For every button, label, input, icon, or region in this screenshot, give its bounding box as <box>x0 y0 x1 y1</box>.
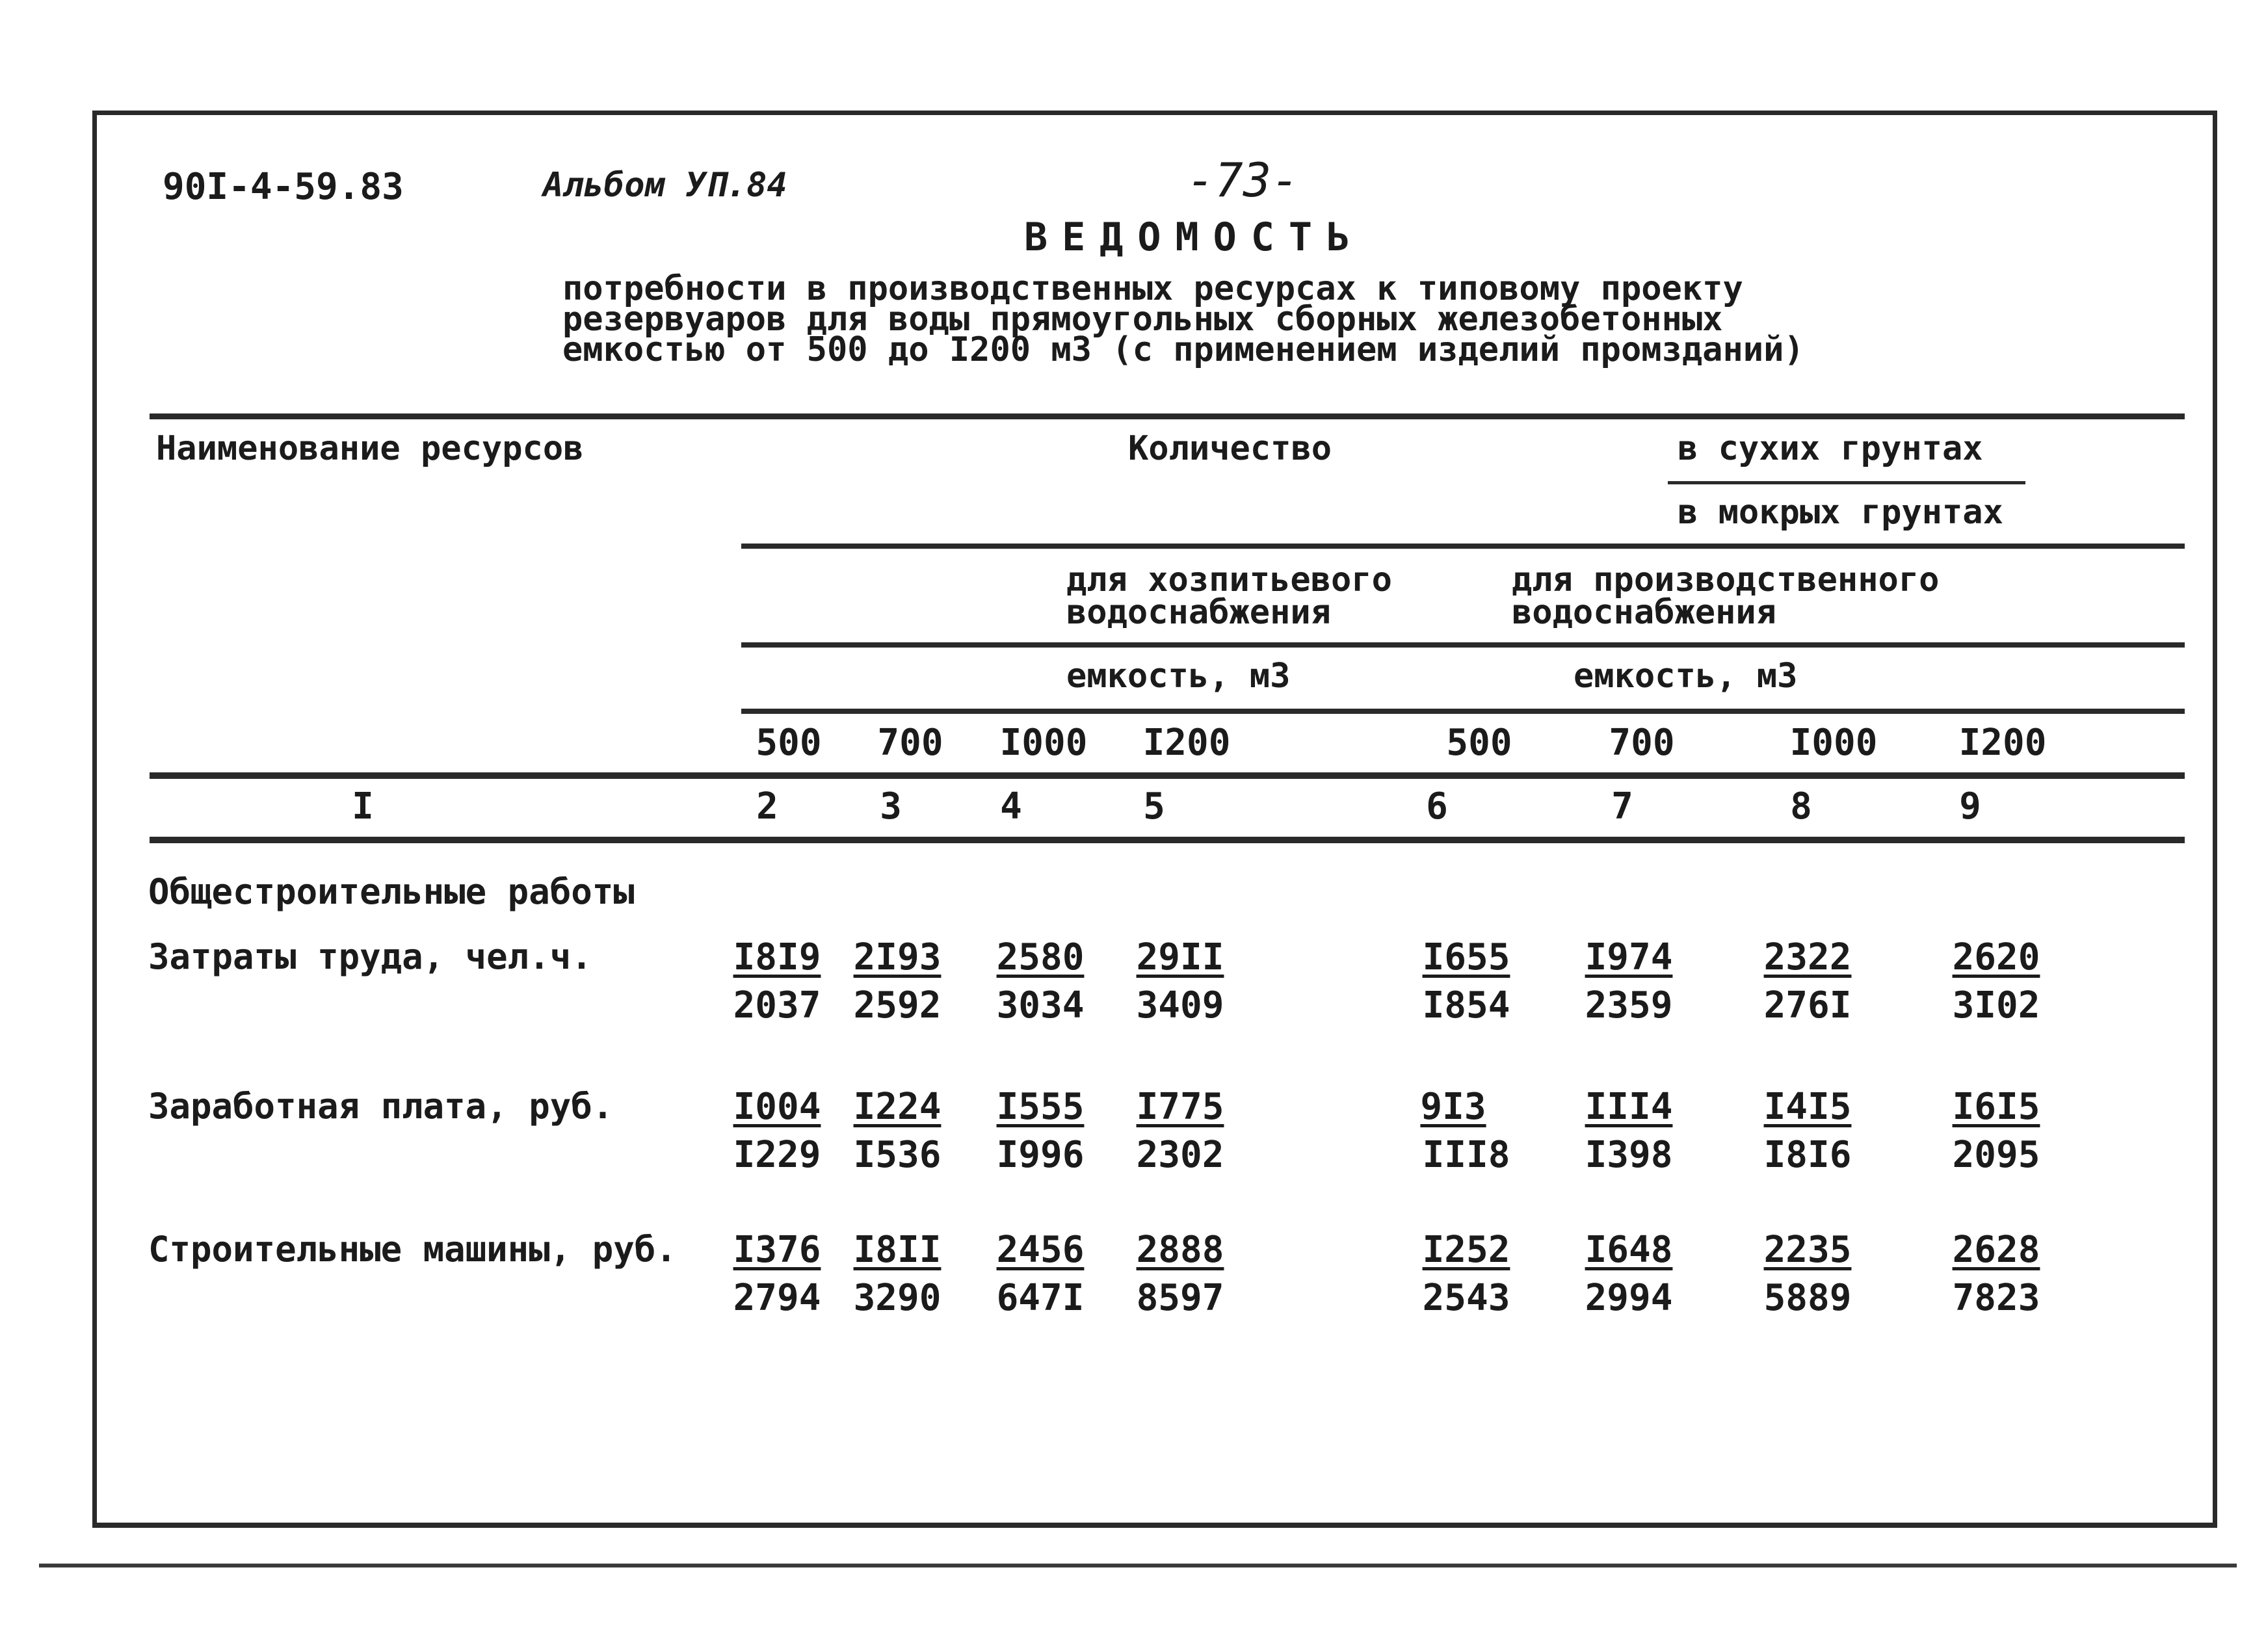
machines-dry-value: I376 <box>733 1229 821 1271</box>
machines-dry-value: I8II <box>853 1229 942 1271</box>
wages-dry-value: 9I3 <box>1420 1086 1486 1128</box>
labor-dry-value: I655 <box>1422 936 1510 978</box>
machines-wet-value: 2994 <box>1585 1277 1673 1319</box>
machines-dry-value: I252 <box>1422 1229 1510 1271</box>
wages-dry-value: I4I5 <box>1763 1086 1852 1128</box>
labor-wet-value: 276I <box>1763 984 1852 1027</box>
labor-wet-value: 3I02 <box>1952 984 2040 1027</box>
dry-wet-divider <box>1668 481 2025 484</box>
wages-wet-value: I996 <box>996 1134 1085 1176</box>
labor-wet-value: 3034 <box>996 984 1085 1027</box>
labor-wet-value: I854 <box>1422 984 1510 1027</box>
subtitle-line-1: потребности в производственных ресурсах к типовому проекту <box>562 269 1743 308</box>
wages-wet-value: 2095 <box>1952 1134 2040 1176</box>
header-rule-3 <box>741 709 2185 714</box>
col-header-resources: Наименование ресурсов <box>156 429 584 468</box>
wages-wet-value: I229 <box>733 1134 821 1176</box>
machines-wet-value: 8597 <box>1136 1277 1224 1319</box>
volume-header: 500 <box>756 722 822 764</box>
wages-dry-value: I224 <box>853 1086 942 1128</box>
column-number: 4 <box>1000 785 1022 828</box>
header-rule-4 <box>150 772 2185 779</box>
column-number: 7 <box>1611 785 1633 828</box>
labor-dry-value: 2580 <box>996 936 1085 978</box>
table-top-rule <box>150 413 2185 419</box>
album-label: Альбом УП.84 <box>543 166 787 205</box>
wages-dry-value: I004 <box>733 1086 821 1128</box>
group-industrial-line-2: водоснабжения <box>1512 593 1776 632</box>
column-number: 6 <box>1426 785 1448 828</box>
document-title: ВЕДОМОСТЬ <box>1024 215 1365 260</box>
volume-header: 500 <box>1446 722 1512 764</box>
machines-dry-value: 2888 <box>1136 1229 1224 1271</box>
wages-dry-value: I775 <box>1136 1086 1224 1128</box>
group-industrial-line-1: для производственного <box>1512 560 1940 599</box>
machines-wet-value: 647I <box>996 1277 1085 1319</box>
labor-dry-value: 2322 <box>1763 936 1852 978</box>
labor-wet-value: 2037 <box>733 984 821 1027</box>
row-label-wages: Заработная плата, руб. <box>148 1086 614 1127</box>
labor-dry-value: I974 <box>1585 936 1673 978</box>
header-rule-2 <box>741 642 2185 648</box>
machines-dry-value: 2235 <box>1763 1229 1852 1271</box>
labor-dry-value: 2I93 <box>853 936 942 978</box>
row-label-labor: Затраты труда, чел.ч. <box>148 936 592 977</box>
labor-wet-value: 2592 <box>853 984 942 1027</box>
column-number: 5 <box>1143 785 1165 828</box>
capacity-label-industrial: емкость, м3 <box>1574 657 1798 696</box>
volume-header: I200 <box>1958 722 2047 764</box>
wages-wet-value: III8 <box>1422 1134 1510 1176</box>
page-number: -73- <box>1187 153 1300 207</box>
row-label-machines: Строительные машины, руб. <box>148 1229 677 1270</box>
label-dry-soil: в сухих грунтах <box>1678 429 1983 468</box>
machines-wet-value: 7823 <box>1952 1277 2040 1319</box>
capacity-label-domestic: емкость, м3 <box>1066 657 1291 696</box>
column-number: 8 <box>1790 785 1812 828</box>
machines-dry-value: 2628 <box>1952 1229 2040 1271</box>
labor-wet-value: 2359 <box>1585 984 1673 1027</box>
header-rule-1 <box>741 544 2185 549</box>
machines-dry-value: 2456 <box>996 1229 1085 1271</box>
group-domestic-line-1: для хозпитьевого <box>1066 560 1392 599</box>
volume-header: 700 <box>877 722 943 764</box>
column-number: 9 <box>1959 785 1981 828</box>
labor-dry-value: 29II <box>1136 936 1224 978</box>
column-number: I <box>352 785 374 828</box>
machines-dry-value: I648 <box>1585 1229 1673 1271</box>
wages-wet-value: I8I6 <box>1763 1134 1852 1176</box>
machines-wet-value: 2794 <box>733 1277 821 1319</box>
volume-header: I000 <box>1789 722 1878 764</box>
volume-header: I200 <box>1142 722 1231 764</box>
machines-wet-value: 3290 <box>853 1277 942 1319</box>
volume-header: I000 <box>999 722 1088 764</box>
volume-header: 700 <box>1609 722 1675 764</box>
column-number: 3 <box>880 785 902 828</box>
section-title: Общестроительные работы <box>148 871 635 912</box>
wages-wet-value: I536 <box>853 1134 942 1176</box>
machines-wet-value: 5889 <box>1763 1277 1852 1319</box>
wages-dry-value: III4 <box>1585 1086 1673 1128</box>
column-number: 2 <box>756 785 778 828</box>
col-header-quantity: Количество <box>1128 429 1332 468</box>
label-wet-soil: в мокрых грунтах <box>1678 493 2003 532</box>
group-domestic-line-2: водоснабжения <box>1066 593 1331 632</box>
bottom-rule <box>39 1564 2237 1567</box>
wages-dry-value: I555 <box>996 1086 1085 1128</box>
labor-dry-value: I8I9 <box>733 936 821 978</box>
labor-dry-value: 2620 <box>1952 936 2040 978</box>
labor-wet-value: 3409 <box>1136 984 1224 1027</box>
wages-dry-value: I6I5 <box>1952 1086 2040 1128</box>
wages-wet-value: 2302 <box>1136 1134 1224 1176</box>
document-code: 90I-4-59.83 <box>163 166 404 208</box>
machines-wet-value: 2543 <box>1422 1277 1510 1319</box>
wages-wet-value: I398 <box>1585 1134 1673 1176</box>
subtitle-line-2: резервуаров для воды прямоугольных сборных железобетонных <box>562 300 1723 339</box>
header-rule-5 <box>150 837 2185 843</box>
subtitle-line-3: емкостью от 500 до I200 м3 (с применением изделий промзданий) <box>562 330 1804 369</box>
